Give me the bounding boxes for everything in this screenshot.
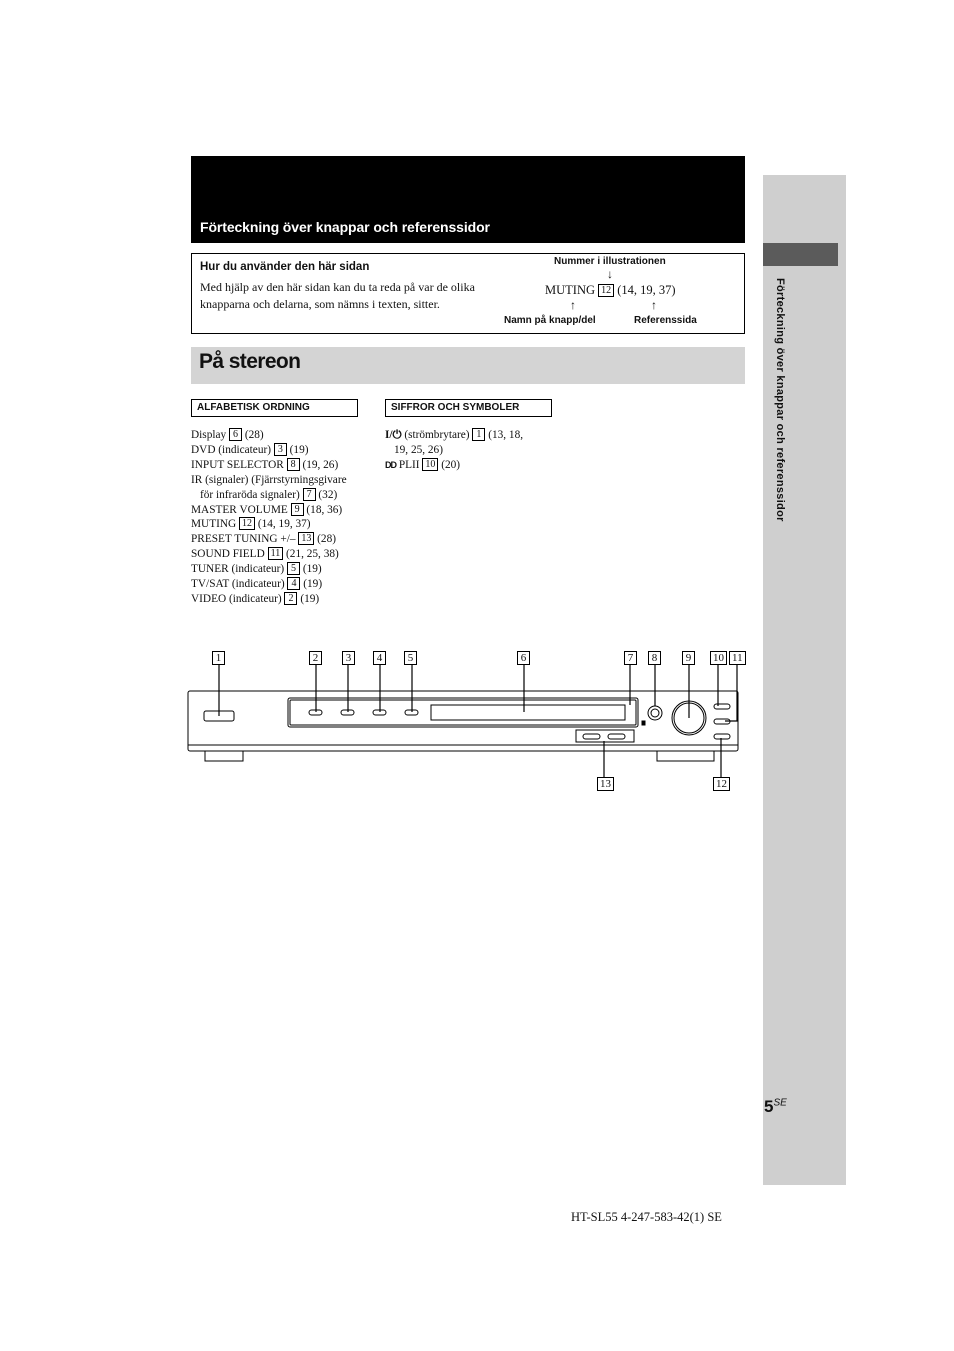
- legend-example-number: 12: [598, 284, 614, 297]
- stereo-front-panel-illustration: [180, 640, 750, 800]
- list-item: SOUND FIELD 11 (21, 25, 38): [191, 548, 339, 561]
- callout-number: 8: [648, 651, 661, 665]
- power-icon: I/⏻: [385, 429, 402, 441]
- legend-page-label: Referenssida: [634, 315, 697, 326]
- symbols-label: SIFFROR OCH SYMBOLER: [385, 399, 552, 417]
- legend-name-label: Namn på knapp/del: [504, 315, 596, 326]
- header-band: [191, 156, 745, 243]
- alphabetical-list: [191, 428, 347, 607]
- list-item: INPUT SELECTOR 8 (19, 26): [191, 458, 339, 471]
- alphabetical-label: ALFABETISK ORDNING: [191, 399, 358, 417]
- sidebar-tab: [763, 243, 838, 266]
- section-title: På stereon: [199, 350, 301, 373]
- sidebar-vertical-title: Förteckning över knappar och referenssidor: [774, 278, 786, 522]
- list-item: PRESET TUNING +/– 13 (28): [191, 533, 336, 546]
- page-number: $5^{SE}$: [764, 1097, 787, 1116]
- list-item: DVD (indicateur) 3 (19): [191, 443, 309, 456]
- callout-number: 5: [404, 651, 417, 665]
- howto-body: Med hjälp av den här sidan kan du ta reda på var de olika knapparna och delarna, som nämns i texten, sitter.: [200, 280, 475, 311]
- list-item: I/⏻ (strömbrytare) 1 (13, 18,: [385, 429, 524, 441]
- callout-number: 9: [682, 651, 695, 665]
- callout-number: 7: [624, 651, 637, 665]
- howto-title: Hur du använder den här sidan: [200, 261, 370, 273]
- header-title: Förteckning över knappar och referenssidor: [200, 219, 490, 235]
- list-item: MUTING 12 (14, 19, 37): [191, 518, 311, 531]
- legend-example-pages: (14, 19, 37): [617, 283, 676, 297]
- symbols-list: [385, 428, 523, 473]
- callout-number: 10: [710, 651, 727, 665]
- callout-number: 2: [309, 651, 322, 665]
- list-item-continuation: för infraröda signaler) 7 (32): [200, 488, 338, 501]
- list-item: MASTER VOLUME 9 (18, 36): [191, 503, 343, 516]
- callout-number: 13: [597, 777, 614, 791]
- arrow-up-icon: ↑: [651, 298, 657, 312]
- callout-number: 4: [373, 651, 386, 665]
- legend-example: [545, 283, 676, 298]
- arrow-up-icon: ↑: [570, 298, 576, 312]
- arrow-down-icon: ↓: [607, 267, 613, 281]
- legend-example-name: MUTING: [545, 283, 595, 297]
- list-item: TUNER (indicateur) 5 (19): [191, 563, 322, 576]
- callout-number: 1: [212, 651, 225, 665]
- list-item: Display 6 (28): [191, 429, 264, 441]
- list-item: VIDEO (indicateur) 2 (19): [191, 592, 320, 605]
- model-code: HT-SL55 4-247-583-42(1) SE: [571, 1210, 722, 1224]
- list-item: TV/SAT (indicateur) 4 (19): [191, 578, 323, 591]
- dolby-icon: DD: [385, 459, 396, 470]
- callout-number: 11: [729, 651, 746, 665]
- list-item: DD PLII 10 (20): [385, 458, 461, 471]
- list-item-continuation: 19, 25, 26): [394, 443, 443, 456]
- callout-number: 3: [342, 651, 355, 665]
- list-item: IR (signaler) (Fjärrstyrningsgivare: [191, 473, 347, 486]
- legend-number-label: Nummer i illustrationen: [554, 256, 666, 267]
- callout-number: 6: [517, 651, 530, 665]
- callout-number: 12: [713, 777, 730, 791]
